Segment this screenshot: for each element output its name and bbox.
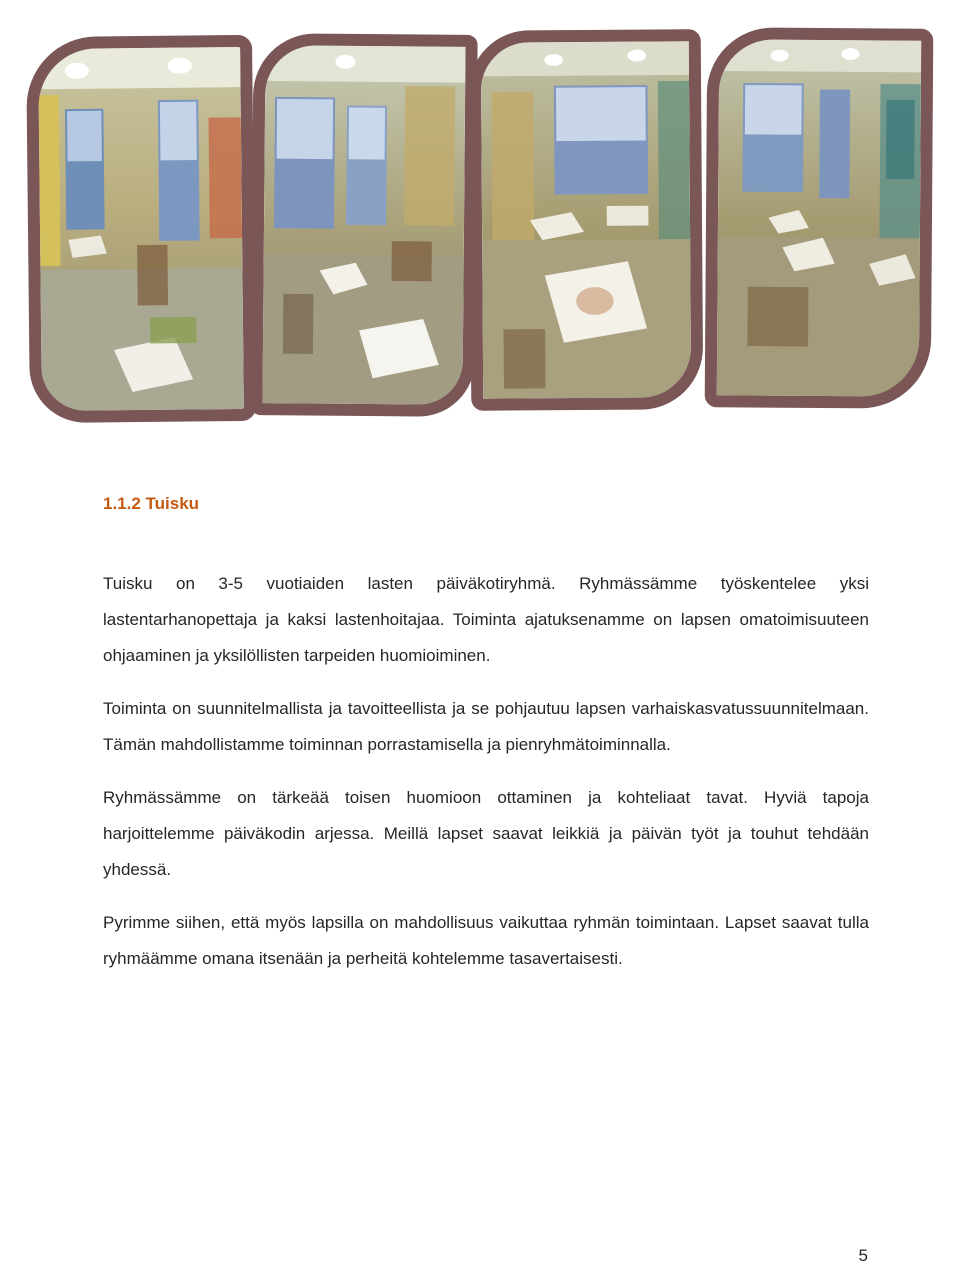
paragraph: Toiminta on suunnitelmallista ja tavoitteellista ja se pohjautuu lapsen varhaiskasvatussuunnitelmaan. Tämän mahdollistamme toiminnan porrastamisella ja pienryhmätoiminnalla. [103, 699, 869, 754]
paragraph: Tuisku on 3-5 vuotiaiden lasten päiväkotiryhmä. Ryhmässämme työskentelee yksi lastentarhanopettaja ja kaksi lastenhoitajaa. Toiminta ajatuksenamme on lapsen omatoimisuuteen ohjaaminen ja yksilöllisten tarpeiden huomioiminen. [103, 574, 869, 665]
paragraph: Ryhmässämme on tärkeää toisen huomioon ottaminen ja kohteliaat tavat. Hyviä tapoja harjoittelemme päiväkodin arjessa. Meillä lapset saavat leikkiä ja päivän työt ja touhut tehdään yhdessä. [103, 788, 869, 879]
page-number: 5 [858, 1246, 868, 1265]
section-body [103, 566, 869, 994]
paragraph: Pyrimme siihen, että myös lapsilla on mahdollisuus vaikuttaa ryhmän toimintaan. Lapset saavat tulla ryhmäämme omana itsenään ja perheitä kohtelemme tasavertaisesti. [103, 913, 869, 968]
classroom-photo-1 [26, 35, 256, 423]
classroom-photo-3 [469, 29, 704, 411]
section-heading: 1.1.2 Tuisku [103, 494, 200, 513]
photo-strip [0, 0, 960, 440]
classroom-photo-2 [250, 33, 477, 417]
classroom-photo-4 [705, 27, 934, 409]
